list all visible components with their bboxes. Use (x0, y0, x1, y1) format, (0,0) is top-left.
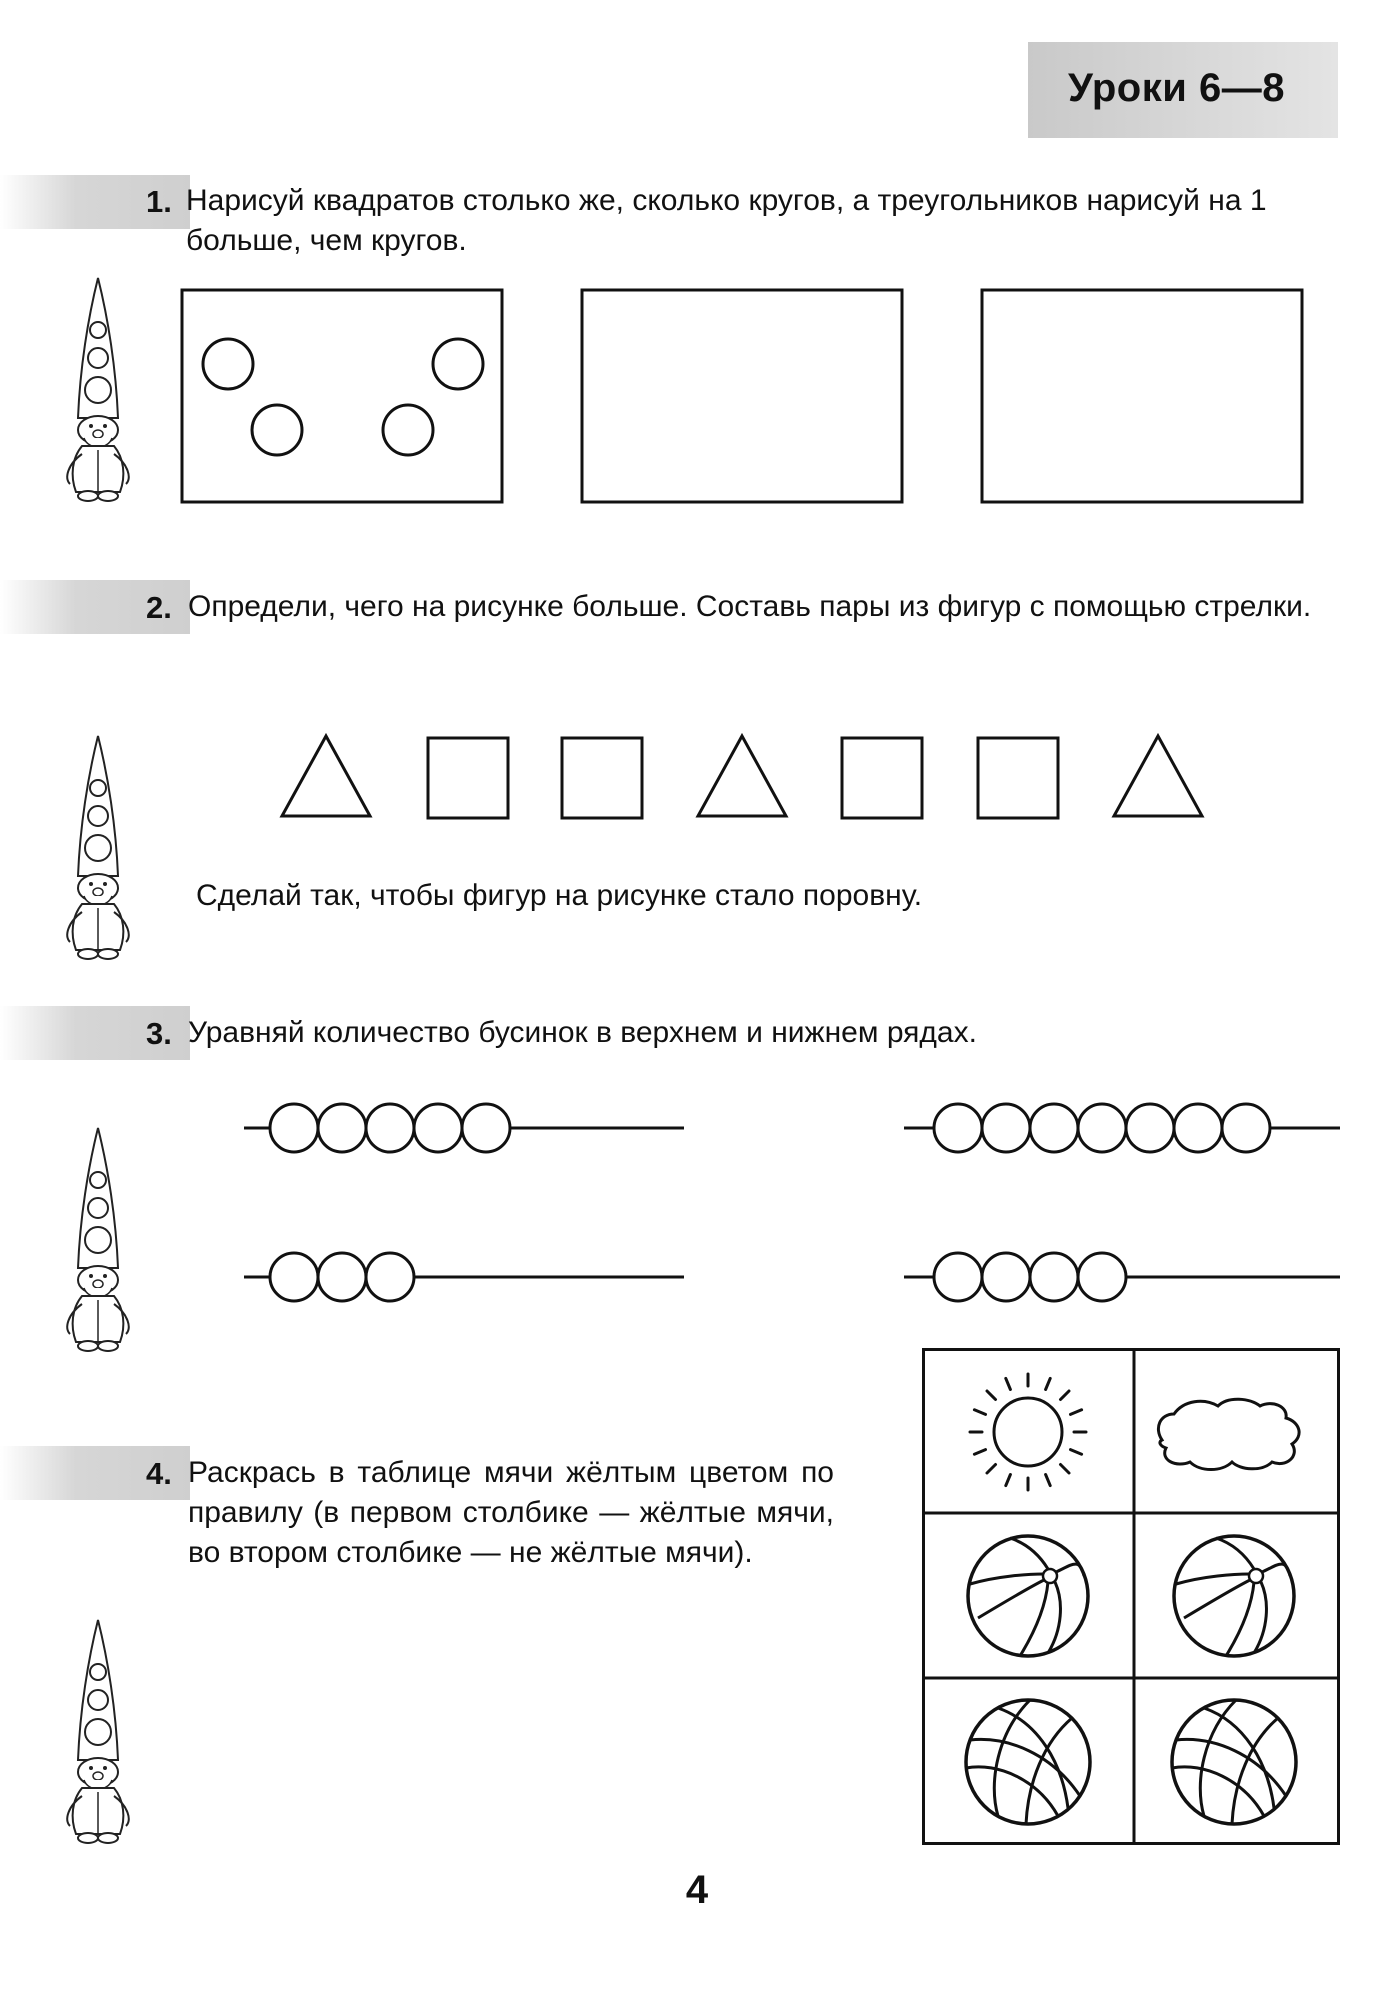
page-number: 4 (685, 1868, 709, 1912)
task-1-text: Нарисуй квадратов столько же, сколько кругов, а треугольников нарисуй на 1 больше, чем кругов. (186, 184, 1267, 257)
task-4-text: Раскрась в таблице мячи жёлтым цветом по правилу (в первом столбике — жёлтые мячи, во втором столбике — не жёлтые мячи). (188, 1456, 834, 1569)
task-4-number: 4. (146, 1456, 172, 1491)
square-shape (978, 738, 1058, 818)
task-2-subtext: Сделай так, чтобы фигур на рисунке стало поровну. (196, 879, 923, 912)
page-title: Уроки 6—8 (1068, 66, 1285, 110)
beach-ball-icon (1174, 1536, 1294, 1656)
task-1-number: 1. (146, 184, 172, 219)
bead (366, 1253, 414, 1301)
beads-right-top (904, 1098, 1340, 1158)
bead (1030, 1104, 1078, 1152)
bead (934, 1253, 982, 1301)
bead (1030, 1253, 1078, 1301)
beads-left-bottom (244, 1247, 684, 1307)
circle-shape (383, 405, 433, 455)
triangle-shape (1114, 736, 1202, 816)
cloud-icon (1158, 1399, 1299, 1469)
bead (318, 1253, 366, 1301)
task-1-frames (180, 288, 1310, 508)
bead (366, 1104, 414, 1152)
task-4-table (922, 1348, 1342, 1848)
gnome-illustration (58, 1128, 138, 1358)
bead (270, 1104, 318, 1152)
task-3-number: 3. (146, 1016, 172, 1051)
task-2-number: 2. (146, 590, 172, 625)
frame-with-circles (182, 290, 502, 502)
empty-frame-squares (582, 290, 902, 502)
square-shape (842, 738, 922, 818)
circle-shape (433, 339, 483, 389)
triangle-shape (698, 736, 786, 816)
square-shape (428, 738, 508, 818)
bead (1126, 1104, 1174, 1152)
task-3-text: Уравняй количество бусинок в верхнем и нижнем рядах. (188, 1016, 977, 1049)
beach-ball-icon (968, 1536, 1088, 1656)
beads-left-top (244, 1098, 684, 1158)
task-2-text: Определи, чего на рисунке больше. Составь пары из фигур с помощью стрелки. (188, 590, 1312, 623)
beads-right-bottom (904, 1247, 1340, 1307)
bead (982, 1104, 1030, 1152)
bead (982, 1253, 1030, 1301)
task-2-shapes-row (270, 728, 1230, 828)
basketball-icon (966, 1700, 1090, 1824)
bead (1174, 1104, 1222, 1152)
bead (318, 1104, 366, 1152)
circle-shape (252, 405, 302, 455)
gnome-illustration (58, 1620, 138, 1850)
gnome-illustration (58, 278, 138, 508)
bead (934, 1104, 982, 1152)
bead (1078, 1253, 1126, 1301)
empty-frame-triangles (982, 290, 1302, 502)
bead (1222, 1104, 1270, 1152)
bead (462, 1104, 510, 1152)
bead (270, 1253, 318, 1301)
gnome-illustration (58, 736, 138, 966)
bead (1078, 1104, 1126, 1152)
circle-shape (203, 339, 253, 389)
bead (414, 1104, 462, 1152)
basketball-icon (1172, 1700, 1296, 1824)
square-shape (562, 738, 642, 818)
triangle-shape (282, 736, 370, 816)
